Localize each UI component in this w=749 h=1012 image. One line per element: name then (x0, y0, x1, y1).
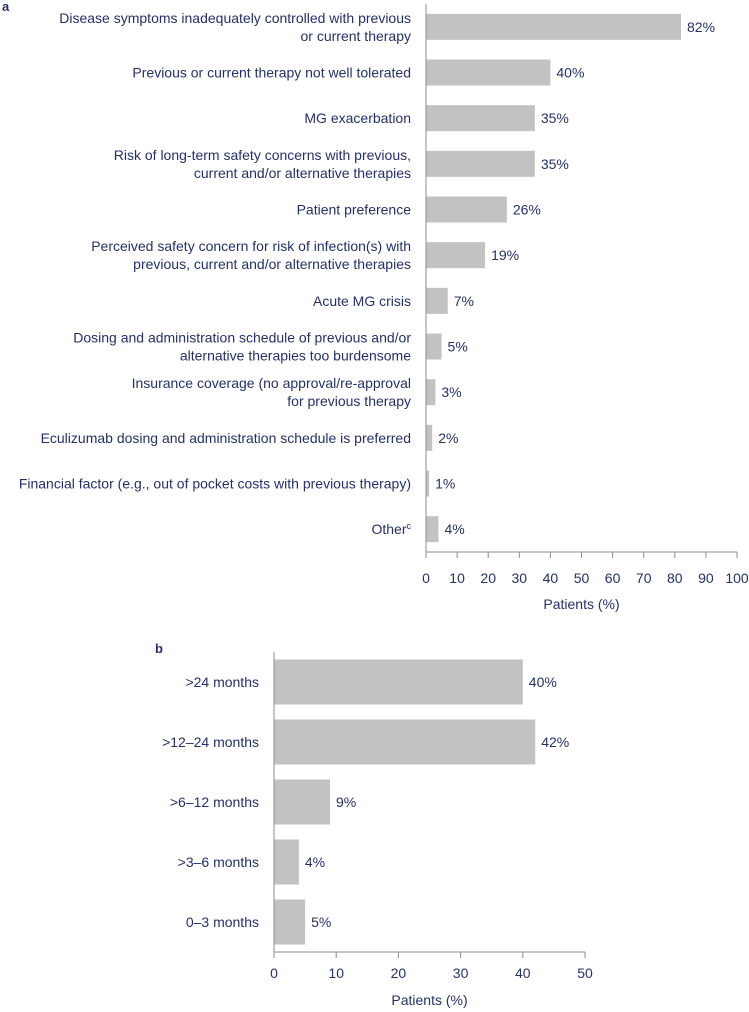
data-label: 42% (541, 734, 570, 750)
category-label: Dosing and administration schedule of previous and/or (73, 329, 411, 346)
bar (427, 197, 507, 223)
category-label: Perceived safety concern for risk of infection(s) with (91, 238, 411, 255)
data-label: 9% (335, 794, 357, 810)
bar (275, 720, 536, 765)
x-tick-label: 50 (577, 965, 593, 981)
bar (275, 900, 306, 945)
bar (275, 780, 330, 825)
x-tick-label: 30 (511, 570, 528, 586)
panel-a-label: a (2, 0, 10, 14)
data-label: 3% (441, 384, 462, 401)
x-tick-label: 0 (270, 965, 278, 981)
category-label: Financial factor (e.g., out of pocket costs with previous therapy) (18, 475, 411, 492)
category-label: current and/or alternative therapies (193, 164, 411, 181)
data-label: 1% (435, 475, 456, 492)
data-label: 40% (528, 674, 557, 690)
x-tick-label: 70 (635, 570, 652, 586)
bar (427, 379, 436, 405)
x-tick-label: 40 (515, 965, 531, 981)
x-axis-title: Patients (%) (543, 596, 620, 612)
category-label: Previous or current therapy not well tolerated (132, 64, 411, 81)
data-label: 7% (453, 292, 475, 309)
category-label: previous, current and/or alternative therapies (133, 256, 411, 273)
category-label: >12–24 months (162, 734, 259, 750)
panel-a-chart (2, 0, 749, 612)
data-label: 19% (491, 247, 520, 264)
bar (427, 425, 433, 451)
bar (427, 288, 448, 314)
x-tick-label: 100 (725, 570, 749, 586)
category-label: Eculizumab dosing and administration schedule is preferred (40, 429, 411, 446)
bar (275, 840, 299, 885)
bar (427, 242, 486, 268)
category-label: or current therapy (300, 27, 411, 44)
x-axis-title: Patients (%) (391, 992, 468, 1008)
category-label: alternative therapies too burdensome (179, 347, 411, 364)
category-label: >24 months (185, 674, 259, 690)
data-label: 4% (444, 521, 465, 538)
category-label: Risk of long-term safety concerns with previous, (113, 146, 411, 163)
bar (427, 151, 535, 177)
category-label: Patient preference (296, 201, 411, 218)
panel-b-chart (155, 641, 593, 1008)
data-label: 82% (687, 18, 716, 35)
x-tick-label: 20 (480, 570, 496, 586)
category-label: Disease symptoms inadequately controlled with previous (59, 9, 411, 26)
data-label: 40% (556, 64, 585, 81)
category-label: for previous therapy (287, 393, 411, 410)
x-tick-label: 10 (328, 965, 344, 981)
panel-b-label: b (155, 641, 163, 656)
x-tick-label: 40 (542, 570, 559, 586)
category-label: Acute MG crisis (312, 292, 411, 309)
data-label: 5% (447, 338, 468, 355)
data-label: 5% (311, 914, 332, 930)
bar (427, 60, 551, 86)
data-label: 26% (512, 201, 541, 218)
bar (427, 334, 442, 360)
data-label: 2% (438, 429, 459, 446)
x-tick-label: 30 (452, 965, 469, 981)
data-label: 35% (540, 155, 569, 172)
category-label: >6–12 months (169, 794, 259, 810)
x-tick-label: 0 (422, 570, 430, 586)
bar (427, 516, 439, 542)
category-label: MG exacerbation (304, 110, 411, 127)
bar (427, 471, 430, 497)
x-tick-label: 90 (698, 570, 714, 586)
category-label: 0–3 months (185, 914, 259, 930)
x-tick-label: 50 (573, 570, 590, 586)
bar (275, 660, 523, 705)
category-label: Other$^c$ (371, 521, 411, 538)
x-tick-label: 20 (390, 965, 407, 981)
x-tick-label: 10 (449, 570, 465, 586)
bar (427, 14, 682, 40)
category-label: >3–6 months (177, 854, 259, 870)
category-label: Insurance coverage (no approval/re-approval (131, 375, 411, 392)
x-tick-label: 60 (604, 570, 621, 586)
x-tick-label: 80 (667, 570, 683, 586)
bar (427, 105, 535, 131)
data-label: 4% (304, 854, 326, 870)
data-label: 35% (540, 110, 569, 127)
